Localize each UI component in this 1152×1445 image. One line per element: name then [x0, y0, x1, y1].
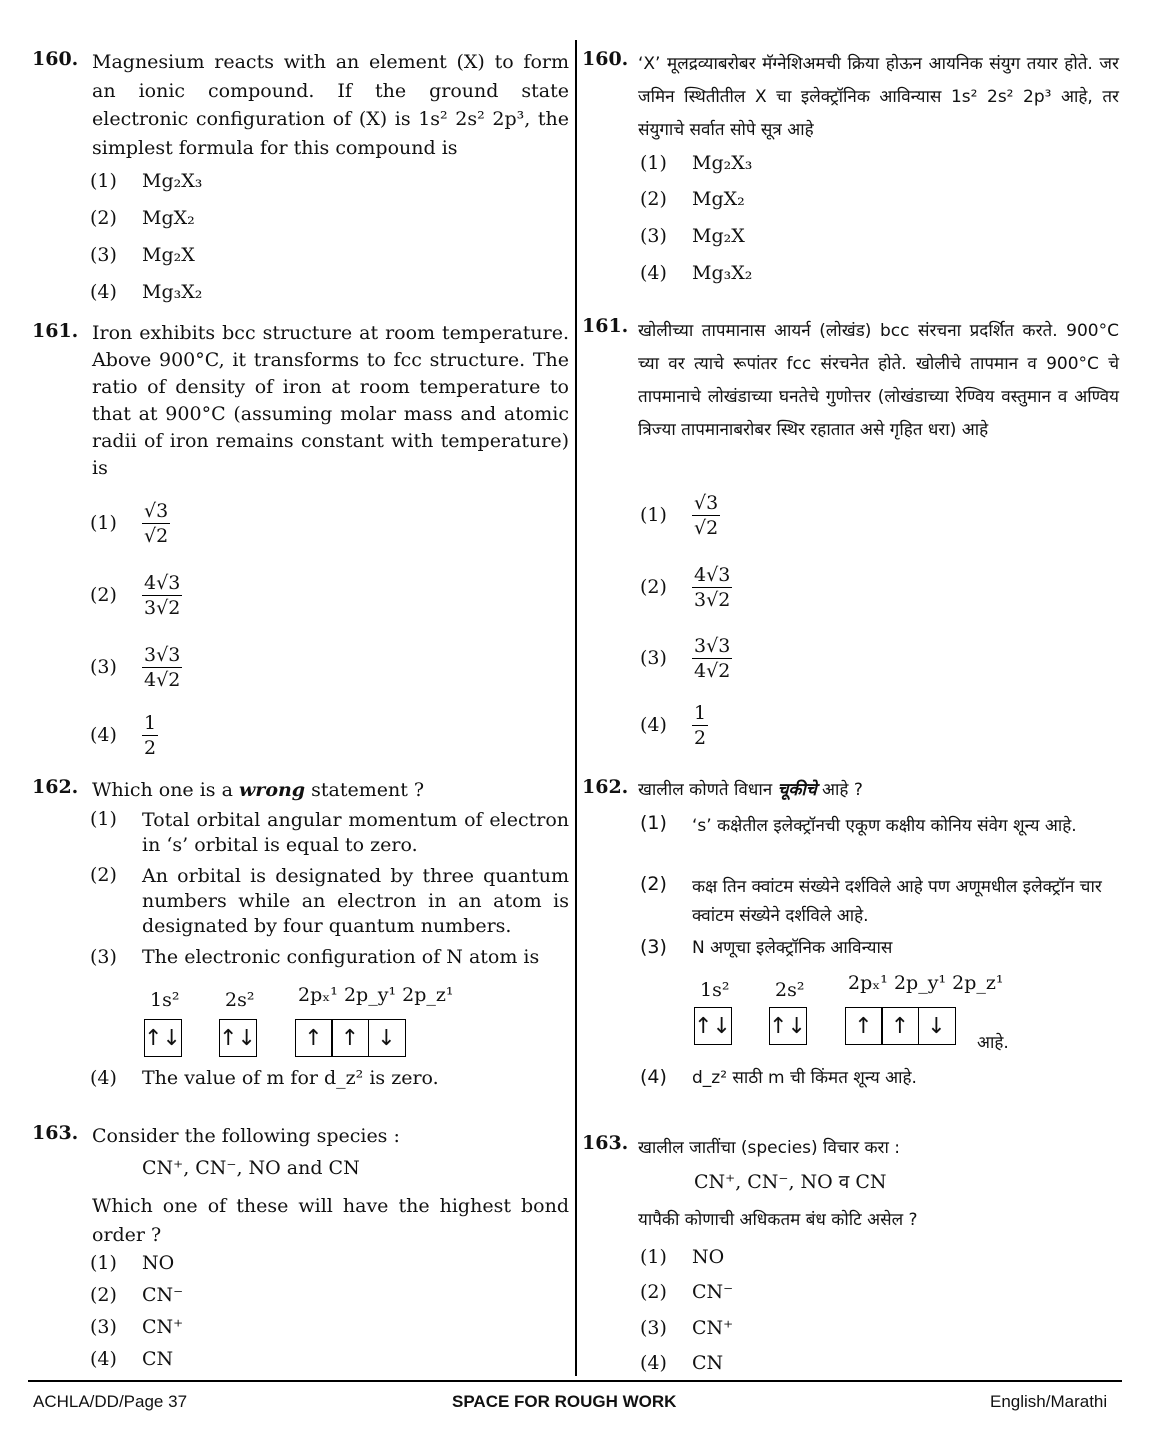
orbital-box-2s: ↑↓: [770, 1007, 807, 1045]
option: (2) MgX₂: [640, 188, 745, 210]
option: (3) N अणूचा इलेक्ट्रॉनिक आविन्यास: [640, 936, 893, 958]
question-text: खालील जातींचा (species) विचार करा :: [638, 1138, 900, 1158]
option: (4) d_z² साठी m ची किंमत शून्य आहे.: [640, 1066, 917, 1088]
orbital-label: 2pₓ¹ 2p_y¹ 2p_z¹: [848, 972, 1004, 994]
question-text: Which one is a wrong statement ?: [92, 779, 425, 801]
option: (2) CN⁻: [90, 1284, 184, 1306]
option: (3) CN⁺: [90, 1316, 184, 1338]
option: (1) $\frac{√3}{√2}$: [640, 492, 719, 539]
box-suffix: आहे.: [977, 1033, 1009, 1053]
option: (2) MgX₂: [90, 207, 195, 229]
option: (2) An orbital is designated by three quantum numbers while an electron in an atom is designated by four quantum numbers.: [90, 864, 569, 937]
question-number: 163.: [582, 1132, 629, 1154]
column-divider: [575, 40, 577, 1376]
orbital-label: 2s²: [775, 979, 805, 1001]
question-text: ‘X’ मूलद्रव्याबरोबर मॅग्नेशिअमची क्रिया होऊन आयनिक संयुग तयार होते. जर जमिन स्थितीतील X चा इलेक्ट्रॉनिक आविन्यास 1s² 2s² 2p³ आहे, तर संयुगाचे सर्वात सोपे सूत्र आहे: [638, 54, 1119, 140]
question-163-en: [32, 1122, 569, 1151]
question-number: 162.: [32, 776, 79, 798]
question-text: Which one of these will have the highest bond order ?: [92, 1195, 569, 1246]
page-footer-left: ACHLA/DD/Page 37: [33, 1392, 188, 1411]
option: (1) Mg₂X₃: [640, 152, 753, 174]
question-text: Consider the following species :: [92, 1125, 400, 1147]
question-number: 160.: [582, 48, 629, 70]
option: (3) Mg₂X: [640, 225, 745, 247]
question-text: खोलीच्या तापमानास आयर्न (लोखंड) bcc संरचना प्रदर्शित करते. 900°C च्या वर त्याचे रूपांतर fcc संरचनेत होते. खोलीचे तापमान व 900°C चे तापमानाचे लोखंडाच्या घनतेचे गुणोत्तर (लोखंडाच्या रेण्विय वस्तुमान व अण्विय त्रिज्या तापमानाबरोबर स्थिर रहातात असे गृहित धरा) आहे: [638, 321, 1119, 440]
option: (3) $\frac{3√3}{4√2}$: [90, 644, 181, 691]
question-163-en-part2: [32, 1192, 569, 1249]
orbital-box-2s: ↑↓: [220, 1019, 257, 1057]
question-number: 162.: [582, 776, 629, 798]
option: (2) $\frac{4√3}{3√2}$: [640, 564, 731, 611]
option: (2) $\frac{4√3}{3√2}$: [90, 572, 181, 619]
option: (4) Mg₃X₂: [90, 281, 203, 303]
question-162-mr: [582, 776, 1119, 804]
orbital-box-1s: ↑↓: [695, 1007, 732, 1045]
option: (1) ‘s’ कक्षेतील इलेक्ट्रॉनची एकूण कक्षीय कोनिय संवेग शून्य आहे.: [640, 812, 1077, 836]
question-number: 161.: [582, 315, 629, 337]
option: (4) $\frac{1}{2}$: [640, 702, 707, 749]
question-number: 160.: [32, 48, 79, 70]
page-footer-center: SPACE FOR ROUGH WORK: [452, 1392, 677, 1411]
option: (1) $\frac{√3}{√2}$: [90, 500, 169, 547]
species-list: CN⁺, CN⁻, NO and CN: [142, 1157, 360, 1179]
species-list: CN⁺, CN⁻, NO व CN: [694, 1171, 887, 1193]
option: (4) $\frac{1}{2}$: [90, 712, 157, 759]
question-number: 163.: [32, 1122, 79, 1144]
option: (3) $\frac{3√3}{4√2}$: [640, 635, 731, 682]
question-161-en: [32, 320, 569, 482]
orbital-box-1s: ↑↓: [145, 1019, 182, 1057]
option: (3) CN⁺: [640, 1317, 734, 1339]
question-number: 161.: [32, 320, 79, 342]
orbital-label: 1s²: [150, 989, 180, 1011]
question-160-en: [32, 48, 569, 162]
option: (2) CN⁻: [640, 1281, 734, 1303]
question-text: Iron exhibits bcc structure at room temperature. Above 900°C, it transforms to fcc structure. The ratio of density of iron at room temperature to that at 900°C (assuming molar mass and atomic radii of iron remains constant with temperature) is: [92, 322, 569, 479]
orbital-label: 2s²: [225, 989, 255, 1011]
footer-rule: [28, 1380, 1122, 1382]
orbital-box-2p: ↑ ↑ ↓: [846, 1007, 956, 1045]
option: (1) Mg₂X₃: [90, 170, 203, 192]
option: (3) The electronic configuration of N atom is: [90, 946, 540, 968]
option: (1) NO: [640, 1246, 725, 1268]
option: (1) NO: [90, 1252, 175, 1274]
option: (4) CN: [640, 1352, 724, 1374]
question-text: यापैकी कोणाची अधिकतम बंध कोटि असेल ?: [638, 1210, 918, 1230]
option: (3) Mg₂X: [90, 244, 195, 266]
option: (2) कक्ष तिन क्वांटम संख्येने दर्शविले आहे पण अणूमधील इलेक्ट्रॉन चार क्वांटम संख्येने दर्शविले आहे.: [640, 873, 1102, 926]
option: (4) The value of m for d_z² is zero.: [90, 1067, 439, 1089]
question-163-mr-part2: [582, 1204, 1119, 1237]
orbital-box-2p: ↑ ↑ ↓: [296, 1019, 406, 1057]
option: (4) Mg₃X₂: [640, 262, 753, 284]
orbital-label: 2pₓ¹ 2p_y¹ 2p_z¹: [298, 984, 454, 1006]
question-161-mr: [582, 315, 1119, 447]
question-text: खालील कोणते विधान चूकीचे आहे ?: [638, 780, 863, 800]
option: (4) CN: [90, 1348, 174, 1370]
question-160-mr: [582, 48, 1119, 147]
page-footer-right: English/Marathi: [990, 1392, 1108, 1411]
orbital-label: 1s²: [700, 979, 730, 1001]
question-text: Magnesium reacts with an element (X) to form an ionic compound. If the ground state electronic configuration of (X) is 1s² 2s² 2p³, the simplest formula for this compound is: [92, 51, 569, 159]
question-163-mr: [582, 1132, 1119, 1165]
question-162-en: [32, 776, 569, 805]
option: (1) Total orbital angular momentum of electron in ‘s’ orbital is equal to zero.: [90, 808, 569, 856]
